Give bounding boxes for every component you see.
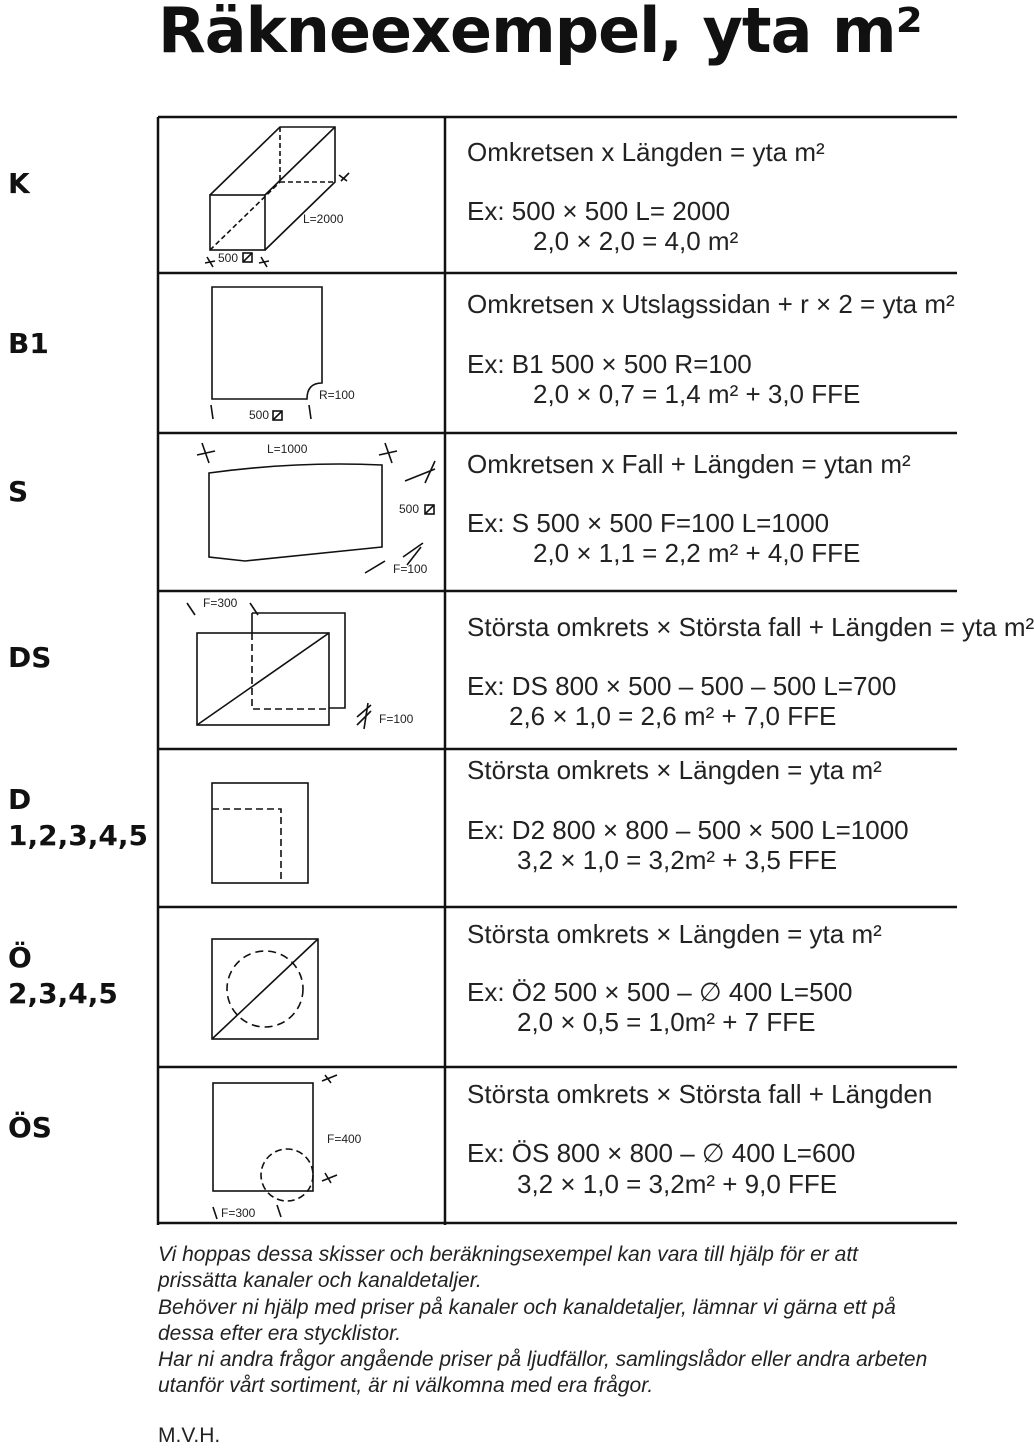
row-code-o-line2: 2,3,4,5 bbox=[8, 977, 118, 1010]
result: 2,6 × 1,0 = 2,6 m² + 7,0 FFE bbox=[509, 701, 837, 731]
result: 2,0 × 1,1 = 2,2 m² + 4,0 FFE bbox=[533, 538, 861, 568]
sketch-s-fall-label: F=100 bbox=[393, 562, 428, 576]
sketch-ds-fall-top-label: F=300 bbox=[203, 596, 238, 610]
row-code-os: ÖS bbox=[8, 1111, 52, 1144]
row-code-b1: B1 bbox=[8, 327, 49, 360]
example: Ex: 500 × 500 L= 2000 bbox=[467, 196, 731, 226]
formula: Omkretsen x Utslagssidan + r × 2 = yta m² bbox=[467, 289, 955, 319]
formula: Omkretsen x Längden = yta m² bbox=[467, 137, 825, 167]
sketch-b1 bbox=[157, 275, 445, 431]
signature: M.V.H. bbox=[158, 1424, 221, 1447]
example: Ex: S 500 × 500 F=100 L=1000 bbox=[467, 508, 830, 538]
row-s-text bbox=[467, 435, 957, 589]
row-code-s: S bbox=[8, 475, 29, 508]
sketch-os bbox=[157, 1069, 445, 1223]
sketch-o bbox=[157, 909, 445, 1065]
row-os-text bbox=[467, 1069, 957, 1223]
sketch-k-length-label: L=2000 bbox=[303, 212, 344, 226]
formula: Största omkrets × Längden = yta m² bbox=[467, 919, 882, 949]
example: Ex: D2 800 × 800 – 500 × 500 L=1000 bbox=[467, 815, 909, 845]
example: Ex: ÖS 800 × 800 – ∅ 400 L=600 bbox=[467, 1138, 856, 1168]
sketch-k bbox=[157, 117, 445, 273]
example-table bbox=[157, 115, 1034, 1225]
row-k-text bbox=[467, 117, 957, 273]
example: Ex: Ö2 500 × 500 – ∅ 400 L=500 bbox=[467, 977, 853, 1007]
formula: Största omkrets × Största fall + Längden = yta m² bbox=[467, 612, 1034, 642]
footer-paragraph: Vi hoppas dessa skisser och beräkningsexempel kan vara till hjälp för er att prissätta kanaler och kanaldetaljer. bbox=[158, 1243, 858, 1293]
sketch-s bbox=[157, 435, 445, 591]
row-b1-text bbox=[467, 275, 957, 431]
result: 2,0 × 0,7 = 1,4 m² + 3,0 FFE bbox=[533, 379, 861, 409]
sketch-s-size-label: 500 bbox=[399, 502, 420, 516]
result: 2,0 × 2,0 = 4,0 m² bbox=[533, 226, 739, 256]
page-title: Räkneexempel, yta m² bbox=[158, 0, 922, 67]
footer-text bbox=[158, 1242, 938, 1400]
row-code-o-line1: Ö bbox=[8, 941, 32, 974]
footer-paragraph: Har ni andra frågor angående priser på ljudfällor, samlingslådor eller andra arbeten utanför vårt sortiment, är ni välkomna med era frågor. bbox=[158, 1348, 928, 1398]
formula: Största omkrets × Största fall + Längden bbox=[467, 1079, 933, 1109]
row-d-text bbox=[467, 751, 957, 905]
formula: Omkretsen x Fall + Längden = ytan m² bbox=[467, 449, 911, 479]
sketch-os-fall-bottom-label: F=300 bbox=[221, 1206, 256, 1220]
result: 2,0 × 0,5 = 1,0m² + 7 FFE bbox=[517, 1007, 816, 1037]
sketch-s-length-label: L=1000 bbox=[267, 442, 308, 456]
row-code-d-line1: D bbox=[8, 783, 32, 816]
sketch-ds-fall-side-label: F=100 bbox=[379, 712, 414, 726]
sketch-b1-size-label: 500 bbox=[249, 408, 270, 422]
row-code-d-line2: 1,2,3,4,5 bbox=[8, 819, 148, 852]
row-code-k: K bbox=[8, 167, 30, 200]
result: 3,2 × 1,0 = 3,2m² + 9,0 FFE bbox=[517, 1169, 838, 1199]
row-o-text bbox=[467, 909, 957, 1065]
sketch-d bbox=[157, 751, 445, 907]
example: Ex: B1 500 × 500 R=100 bbox=[467, 349, 752, 379]
formula: Största omkrets × Längden = yta m² bbox=[467, 755, 882, 785]
result: 3,2 × 1,0 = 3,2m² + 3,5 FFE bbox=[517, 845, 838, 875]
sketch-k-size-label: 500 bbox=[218, 251, 239, 265]
example: Ex: DS 800 × 500 – 500 – 500 L=700 bbox=[467, 671, 897, 701]
sketch-ds bbox=[157, 593, 445, 749]
sketch-b1-radius-label: R=100 bbox=[319, 388, 355, 402]
row-code-ds: DS bbox=[8, 641, 52, 674]
footer-paragraph: Behöver ni hjälp med priser på kanaler och kanaldetaljer, lämnar vi gärna ett på dessa efter era stycklistor. bbox=[158, 1295, 896, 1345]
row-ds-text bbox=[467, 593, 1034, 747]
sketch-os-fall-side-label: F=400 bbox=[327, 1132, 362, 1146]
